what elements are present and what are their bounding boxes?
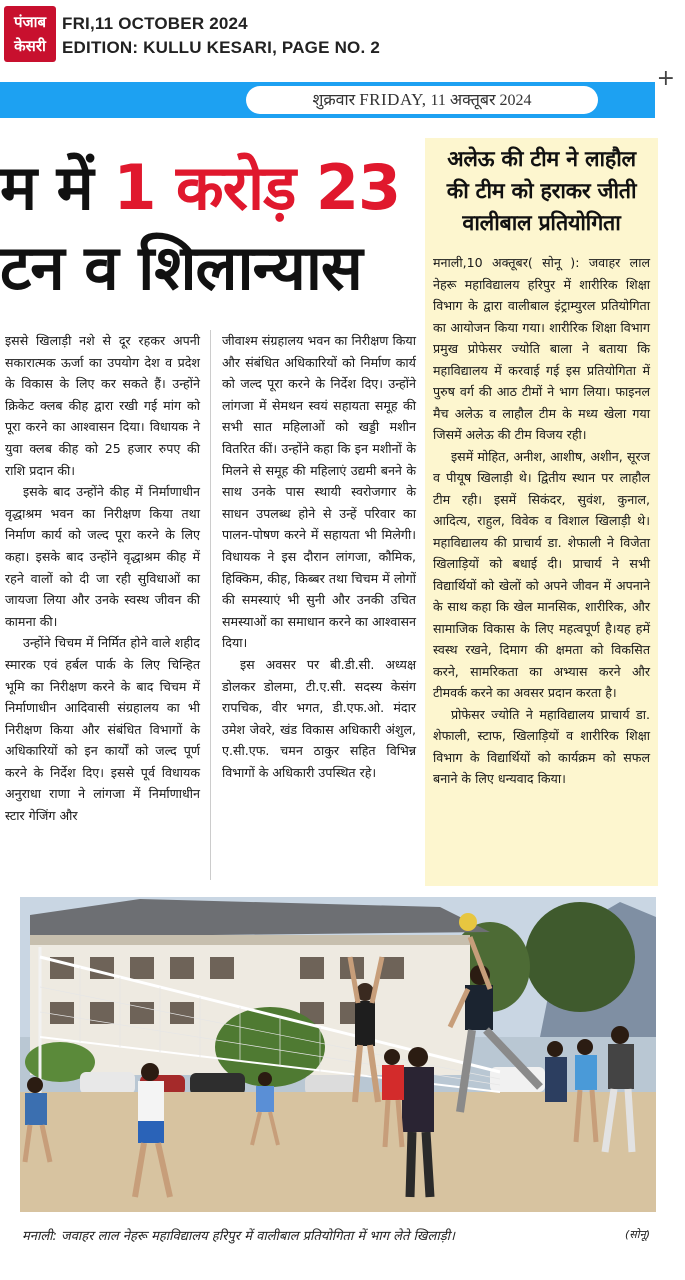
headline-line: अलेऊ की टीम ने लाहौल <box>447 147 636 172</box>
article-column-1 <box>5 330 200 827</box>
hindi-date: 11 अक्तूबर 2024 <box>430 92 532 109</box>
photo-credit: (सोनू) <box>625 1228 650 1241</box>
headline-line: वालीबाल प्रतियोगिता <box>462 211 621 236</box>
volleyball-story-headline <box>433 144 650 240</box>
caption-text: मनाली: जवाहर लाल नेहरू महाविद्यालय हरिपुर में वालीबाल प्रतियोगिता में भाग लेते खिलाड़ी। <box>22 1229 455 1244</box>
volleyball-story-box <box>425 138 658 886</box>
article-paragraph: इससे खिलाड़ी नशे से दूर रहकर अपनी सकारात्मक ऊर्जा का उपयोग देश व प्रदेश के विकास के लिए कर सकते हैं। उन्होंने क्रिकेट क्लब कीह द्वारा रखी गई मांग को पूरा करने का आश्वासन दिया। विधायक ने युवा क्लब कीह को 25 हजार रुपए की राशि प्रदान की। <box>5 333 200 478</box>
article-paragraph: इस अवसर पर बी.डी.सी. अध्यक्ष डोलकर डोलमा, टी.ए.सी. सदस्य केसंग रापचिक, वीर भगत, डी.एफ.ओ. मंदार उमेश जेवरे, खंड विकास अधिकारी अंशुल, ए.सी.एफ. चमन ठाकुर सहित विभिन्न विभागों के अधिकारी उपस्थित रहे। <box>222 656 416 780</box>
headline-red-text: 1 करोड़ 23 <box>113 151 401 224</box>
main-headline-line-2: टन व शिलान्यास <box>0 231 362 304</box>
main-headline-line-1 <box>0 148 400 228</box>
date-strip <box>0 82 655 118</box>
logo-line-1: पंजाब <box>13 13 47 31</box>
date-pill <box>246 86 598 114</box>
logo-line-2: केसरी <box>14 37 46 55</box>
article-paragraph: उन्होंने चिचम में निर्मित होने वाले शहीद स्मारक एवं हर्बल पार्क के लिए चिन्हित भूमि का निरीक्षण करने के बाद चिचम में निर्माणाधीन आदिवासी संग्रहालय का भी निरीक्षण किया और संबंधित विभागों के अधिकारियों को इन कार्यों को जल्द पूर्ण करने के निर्देश दिए। इससे पूर्व विधायक अनुराधा राणा ने लांगजा में निर्माणाधीन स्टार गेजिंग और <box>5 635 200 824</box>
punjab-kesari-logo <box>4 6 56 62</box>
page-header <box>0 0 685 72</box>
column-divider <box>210 330 211 880</box>
edition-date: FRI,11 OCTOBER 2024 <box>62 14 248 33</box>
story-paragraph: इसमें मोहित, अनीश, आशीष, अशीन, सूरज व पीयूष खिलाड़ी थे। द्वितीय स्थान पर लाहौल टीम रही। इसमें सिकंदर, सुवंश, कुनाल, आदित्य, राहुल, विवेक व विशाल खिलाड़ी थे। महाविद्यालय की प्राचार्य डा. शेफाली ने विजेता खिलाड़ियों को बधाई दी। प्राचार्य ने सभी विद्यार्थियों को खेलों को अपने जीवन में अपनाने के साथ कहा कि खेल मानसिक, शारीरिक, और सामाजिक विकास के लिए महत्वपूर्ण है।यह हमें स्वस्थ रखने, दिमाग की क्षमता को विकसित करने, सामरिकता का अभ्यास करने और टीमवर्क करने का अवसर प्रदान करता है। <box>433 448 650 700</box>
photo-caption <box>20 1222 656 1248</box>
edition-name: EDITION: KULLU KESARI, PAGE NO. 2 <box>62 38 380 57</box>
story-paragraph: मनाली,10 अक्तूबर( सोनू ): जवाहर लाल नेहरू महाविद्यालय हरिपुर में शारीरिक शिक्षा विभाग के द्वारा वालीबाल इंट्राम्युरल प्रतियोगिता का आयोजन किया गया। शारीरिक शिक्षा विभाग प्रमुख प्रोफेसर ज्योति बाला ने बताया कि महाविद्यालय में करवाई गई इस प्रतियोगिता में पुरुष वर्ग की आठ टीमों ने भाग लिया। फाइनल मैच अलेऊ व लाहौल टीम के मध्य खेला गया जिसमें अलेऊ की टीम विजय रही। <box>433 255 650 442</box>
article-paragraph: इसके बाद उन्होंने कीह में निर्माणाधीन वृद्धाश्रम भवन का निरीक्षण किया तथा निर्माण कार्य को जल्द पूरा करने के लिए कहा। इसके बाद उन्होंने वृद्धाश्रम कीह में रहने वालों को दी जा रही सुविधाओं का जायजा लिया और उनके स्वस्थ जीवन की कामना की। <box>5 484 200 629</box>
crop-mark-icon: + <box>656 66 675 91</box>
volleyball-story-body <box>433 252 650 790</box>
article-paragraph: जीवाश्म संग्रहालय भवन का निरीक्षण किया और संबंधित अधिकारियों को निर्माण कार्य को जल्द पूरा करने के निर्देश दिए। उन्होंने लांगजा में सेमथन स्वयं सहायता समूह की सभी सात महिलाओं को खड्डी मशीन वितरित कीं। उन्होंने कहा कि इन मशीनों के मिलने से समूह की महिलाएं उद्यमी बनने के साथ उनके पास स्थायी स्वरोजगार के साधन उपलब्ध होने से उन्हें परिवार का पालन-पोषण करने में सहायता भी मिलेगी। विधायक ने इस दौरान लांगजा, कौमिक, हिक्किम, कीह, किब्बर तथा चिचम में लोगों की समस्याएं भी सुनी और उनकी उचित समस्याओं का समाधान करने का आश्वासन दिया। <box>222 333 416 651</box>
volleyball-match-photo <box>20 897 656 1212</box>
hindi-day: शुक्रवार <box>312 92 356 109</box>
headline-line: की टीम को हराकर जीती <box>446 179 637 204</box>
headline-black-text: म में <box>0 151 114 224</box>
story-paragraph: प्रोफेसर ज्योति ने महाविद्यालय प्राचार्य डा. शेफाली, स्टाफ, खिलाड़ियों व शारीरिक शिक्षा विभाग के विद्यार्थियों को कार्यक्रम को सफल बनाने के लिए धन्यवाद किया। <box>433 706 650 786</box>
english-day: FRIDAY, <box>359 90 427 109</box>
article-column-2 <box>222 330 416 783</box>
